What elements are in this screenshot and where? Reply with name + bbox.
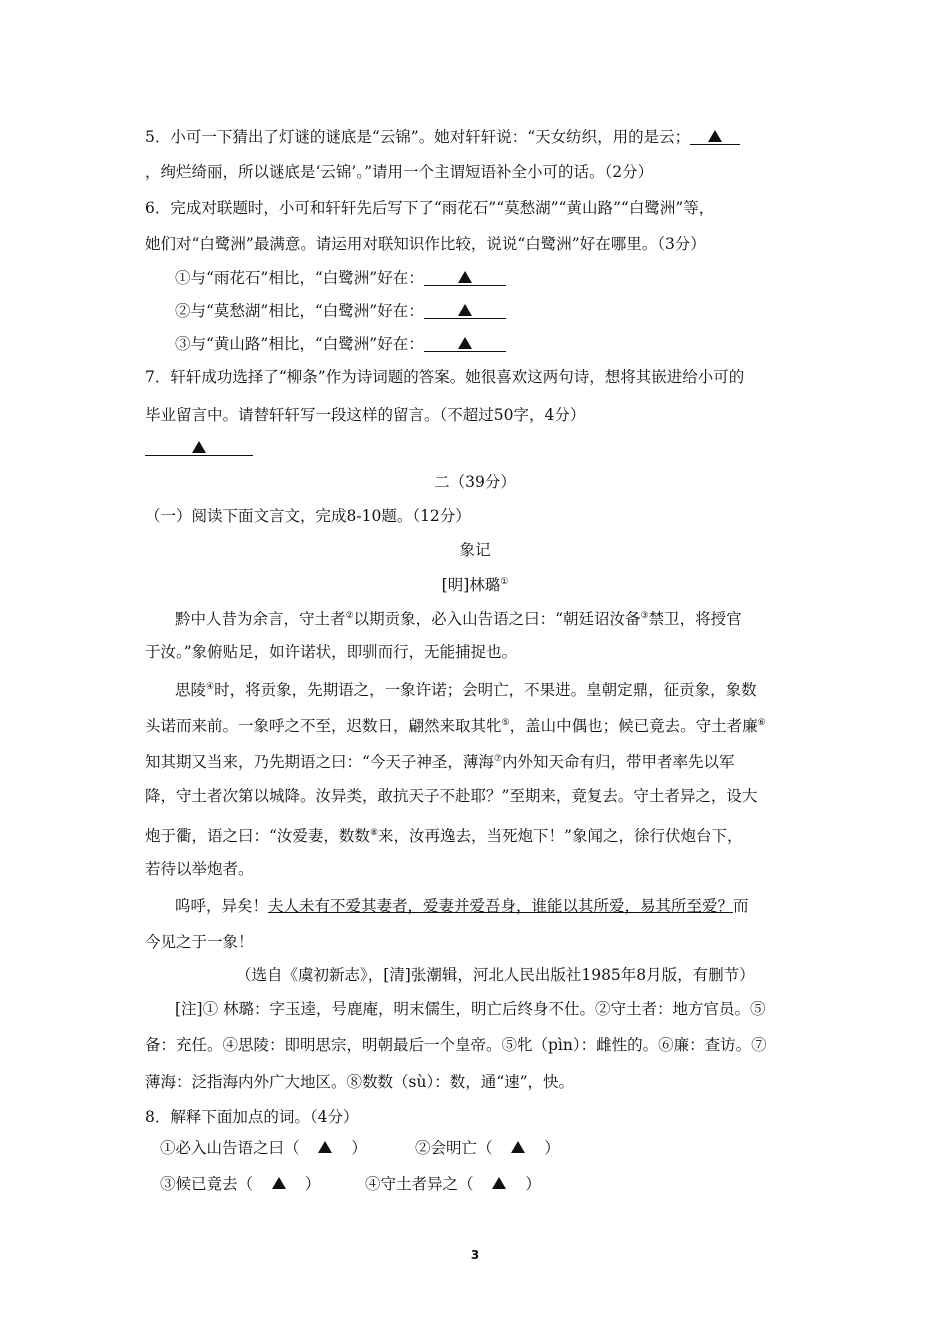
- note-mark: ⑦: [493, 754, 503, 764]
- q8-item-text: ）: [304, 1175, 321, 1193]
- q6-item1: [175, 267, 506, 289]
- triangle-icon[interactable]: [318, 1141, 332, 1153]
- q5-text1: 5．小可一下猜出了灯谜的谜底是“云锦”。她对轩轩说：“天女纺织，用的是云；: [145, 128, 691, 146]
- triangle-icon[interactable]: [272, 1177, 286, 1189]
- author-note-mark: ①: [500, 577, 509, 587]
- answer-blank[interactable]: [145, 437, 253, 456]
- part1-intro: （一）阅读下面文言文，完成8-10题。（12分）: [145, 507, 471, 525]
- answer-blank[interactable]: [424, 333, 506, 352]
- note-mark: ④: [206, 682, 215, 692]
- notes-line3: 薄海：泛指海内外广大地区。⑧数数（sù）：数，通“速”，快。: [145, 1073, 575, 1091]
- passage-title: 象记: [459, 541, 491, 559]
- passage-text: 来，汝再逸去，当死炮下！”象闻之，徐行伏炮台下，: [378, 827, 743, 845]
- passage-text: 黔中人昔为余言，守土者: [175, 610, 346, 628]
- q8-item-text: ③候已竟去（: [160, 1175, 254, 1193]
- q7-line2: 毕业留言中。请替轩轩写一段这样的留言。（不超过50字，4分）: [145, 406, 586, 424]
- underlined-sentence: 夫人未有不爱其妻者，爱妻并爱吾身，谁能以其所爱，易其所至爱？: [268, 897, 734, 915]
- q8-item-text: ②会明亡（: [415, 1139, 493, 1157]
- q8-item4: [365, 1173, 541, 1195]
- note-mark: ②: [345, 611, 354, 621]
- triangle-icon: [708, 130, 722, 142]
- notes-line2: 备：充任。④思陵：即明思宗，明朝最后一个皇帝。⑤牝（pìn）：雌性的。⑥廉：查访。⑦: [145, 1036, 767, 1054]
- note-mark: ⑥: [757, 718, 766, 728]
- triangle-icon: [192, 441, 206, 453]
- triangle-icon: [458, 271, 472, 283]
- q6-item3-text: ③与“黄山路”相比，“白鹭洲”好在：: [175, 335, 424, 353]
- answer-blank[interactable]: [690, 126, 740, 145]
- q8-item1: [160, 1137, 367, 1159]
- q8-item-text: ）: [525, 1175, 541, 1193]
- triangle-icon[interactable]: [511, 1141, 525, 1153]
- page-number: 3: [470, 1248, 480, 1262]
- q8-item-text: ④守土者异之（: [365, 1175, 474, 1193]
- q6-item3: [175, 333, 506, 355]
- q5-line2: ，绚烂绮丽，所以谜底是‘云锦’。”请用一个主谓短语补全小可的话。（2分）: [145, 163, 654, 181]
- passage-text: 禁卫，将授官: [648, 610, 742, 628]
- passage-p2-line6: 若待以举炮者。: [145, 860, 254, 878]
- q5-line1: [145, 126, 740, 148]
- passage-p3-line2: 今见之于一象！: [145, 933, 254, 951]
- passage-author: [0, 571, 950, 596]
- answer-blank[interactable]: [424, 267, 506, 286]
- passage-p3-line1: [175, 895, 749, 917]
- triangle-icon: [458, 304, 472, 316]
- passage-text: 内外知天命有归，带甲者率先以军: [502, 753, 735, 771]
- passage-text: 知其期又当来，乃先期语之曰：“今天子神圣，薄海: [145, 753, 494, 771]
- q6-item2: [175, 300, 506, 322]
- q8-item-text: ）: [351, 1139, 367, 1157]
- note-mark: ⑤: [501, 718, 510, 728]
- passage-text: 炮于衢，语之曰：“汝爱妻，数数: [145, 827, 370, 845]
- passage-text: 呜呼，异矣！: [175, 897, 269, 915]
- passage-source: （选自《虞初新志》，[清]张潮辑，河北人民出版社1985年8月版，有删节）: [236, 966, 755, 984]
- q6-item2-text: ②与“莫愁湖”相比，“白鹭洲”好在：: [175, 302, 424, 320]
- passage-p1-line2: 于汝。”象俯贴足，如许诺状，即驯而行，无能捕捉也。: [145, 643, 518, 661]
- note-mark: ③: [640, 611, 649, 621]
- passage-p2-line5: [145, 822, 742, 847]
- q6-line2: 她们对“白鹭洲”最满意。请运用对联知识作比较，说说“白鹭洲”好在哪里。（3分）: [145, 235, 706, 253]
- passage-text: 时，将贡象，先期语之，一象许诺；会明亡，不果进。皇朝定鼎，征贡象，象数: [214, 681, 757, 699]
- passage-text: 以期贡象，必入山告语之曰：“朝廷诏汝备: [353, 610, 641, 628]
- passage-p2-line3: [145, 748, 735, 773]
- note-mark: ⑧: [369, 828, 379, 838]
- triangle-icon: [458, 337, 472, 349]
- q6-line1: 6．完成对联题时，小可和轩轩先后写下了“雨花石”“莫愁湖”“黄山路”“白鹭洲”等，: [145, 199, 715, 217]
- passage-text: ，盖山中偶也；候已竟去。守土者廉: [509, 717, 758, 735]
- passage-p2-line2: [145, 712, 766, 737]
- notes-line1: [注]① 林璐：字玉逵，号鹿庵，明末儒生，明亡后终身不仕。②守土者：地方官员。⑤: [175, 1000, 766, 1018]
- q8-stem: 8．解释下面加点的词。（4分）: [145, 1108, 359, 1126]
- q7-line1: 7．轩轩成功选择了“柳条”作为诗词题的答案。她很喜欢这两句诗，想将其嵌进给小可的: [145, 368, 745, 386]
- passage-p2-line1: [175, 676, 757, 701]
- author-name: [明]林璐: [441, 576, 501, 594]
- answer-blank[interactable]: [424, 300, 506, 319]
- q8-item-text: ①必入山告语之曰（: [160, 1139, 300, 1157]
- q7-answer-line: [145, 437, 253, 459]
- triangle-icon[interactable]: [492, 1177, 506, 1189]
- q8-item-text: ）: [544, 1139, 560, 1157]
- passage-text: 而: [733, 897, 749, 915]
- passage-text: 头诺而来前。一象呼之不至，迟数日，翩然来取其牝: [145, 717, 502, 735]
- q6-item1-text: ①与“雨花石”相比，“白鹭洲”好在：: [175, 269, 424, 287]
- passage-text: 思陵: [175, 681, 207, 699]
- section-heading: 二（39分）: [434, 473, 516, 491]
- passage-p2-line4: 降，守土者次第以城降。汝异类，敢抗天子不赴耶？”至期来，竟复去。守土者异之，设大: [145, 787, 758, 805]
- passage-p1-line1: [175, 605, 742, 630]
- q8-item3: [160, 1173, 320, 1195]
- q8-item2: [415, 1137, 560, 1159]
